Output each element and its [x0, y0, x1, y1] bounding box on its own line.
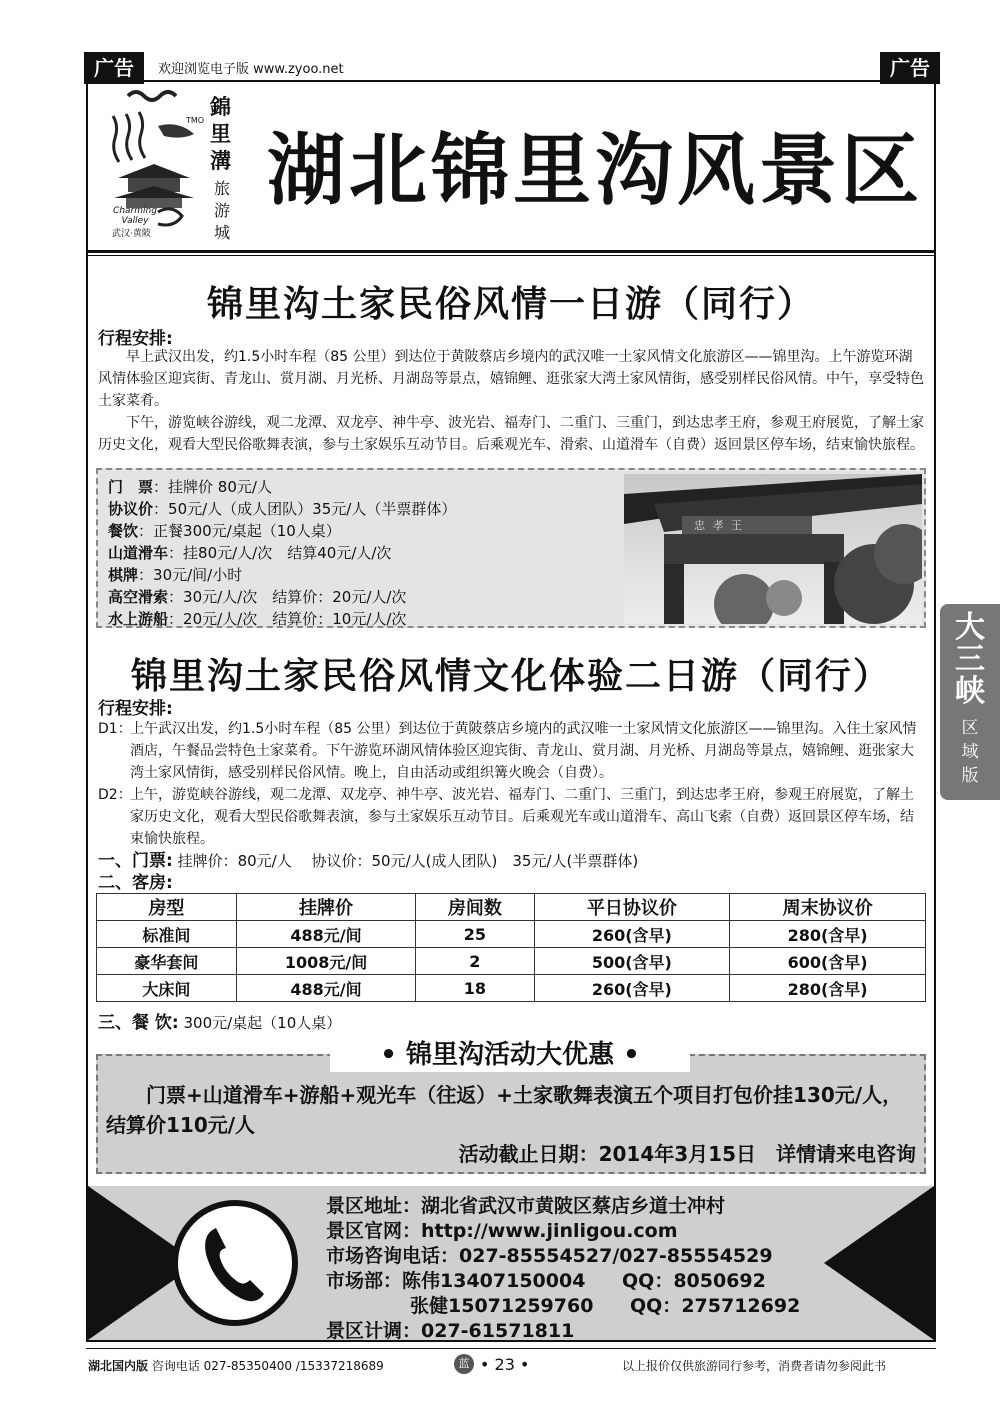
- table-cell: 豪华套间: [97, 948, 237, 975]
- contact-block: [88, 1186, 934, 1340]
- side-small-3: 版: [961, 766, 979, 786]
- price-label: 棋牌: [108, 566, 139, 584]
- contact-dispatch: [326, 1319, 800, 1344]
- logo-en-line1: Charming: [113, 206, 157, 216]
- site-value[interactable]: http://www.jinligou.com: [421, 1220, 678, 1242]
- table-cell: 280(含早): [730, 921, 926, 948]
- side-small-2: 域: [961, 742, 979, 762]
- price-value: 正餐300元/桌起（10人桌）: [153, 522, 341, 540]
- hotline-value: 027-85554527/027-85554529: [459, 1245, 773, 1267]
- footer-note: 以上报价仅供旅游同行参考，消费者请勿参阅此书: [622, 1359, 887, 1373]
- price-list: [108, 476, 608, 630]
- site-label: 景区官网：: [326, 1220, 422, 1242]
- price-label: 餐饮: [108, 522, 139, 540]
- section1-para2: 下午，游览峡谷游线，观二龙潭、双龙亭、神牛亭、波光岩、福寿门、二重门、三重门，到达忠孝王府，参观王府展览，了解土家历史文化，观看大型民俗歌舞表演，参与土家娱乐互动节目。后乘观光车、滑索、山道滑车（自费）返回景区停车场，结束愉快旅程。: [98, 415, 924, 453]
- price-box: [96, 468, 926, 628]
- side-big-3: 峡: [955, 674, 985, 709]
- price-label: 协议价: [108, 500, 154, 518]
- logo-location: 武汉·黄陂: [112, 229, 151, 239]
- rooms-label: 二、客房:: [98, 873, 173, 893]
- side-small-1: 区: [961, 718, 979, 738]
- section1-itinerary-label: 行程安排:: [98, 329, 173, 349]
- footer-consult: 咨询电话 027-85350400 /15337218689: [151, 1359, 384, 1373]
- meal-text: 300元/桌起（10人桌）: [183, 1014, 342, 1032]
- table-cell: 18: [416, 975, 534, 1002]
- contact-address: [326, 1194, 800, 1219]
- phone-circle: [172, 1200, 298, 1326]
- person1: 陈伟13407150004: [402, 1270, 586, 1292]
- qq1-label: QQ：: [622, 1270, 674, 1292]
- table-cell: 500(含早): [534, 948, 730, 975]
- meal-line: [98, 1008, 341, 1033]
- price-value: 30元/间/小时: [153, 566, 243, 584]
- qq2-value: 275712692: [681, 1295, 801, 1317]
- side-tab-small: [950, 716, 990, 788]
- pavilion-image: [624, 474, 922, 624]
- promo-title: 锦里沟活动大优惠: [405, 1040, 614, 1070]
- price-agreement: 协议价：50元/人（成人团队）35元/人（半票群体）: [108, 500, 457, 518]
- price-zipline: 高空滑索：30元/人/次 结算价：20元/人/次: [108, 588, 407, 606]
- meal-label: 三、餐 饮:: [98, 1013, 179, 1033]
- dept-label: 市场部：: [326, 1270, 403, 1292]
- price-chess: 棋牌：30元/间/小时: [108, 566, 243, 584]
- welcome-text: 欢迎浏览电子版 www.zyoo.net: [158, 62, 344, 77]
- table-cell: 488元/间: [236, 921, 415, 948]
- dispatch-value: 027-61571811: [421, 1320, 575, 1342]
- logo: [98, 86, 248, 246]
- section2-itinerary-label: 行程安排:: [98, 699, 173, 719]
- table-cell: 260(含早): [534, 975, 730, 1002]
- promo-line2: 130元/人，结算价110元/人: [106, 1083, 903, 1137]
- logo-english: [100, 206, 170, 226]
- price-value: 30元/人/次 结算价：20元/人/次: [183, 588, 407, 606]
- address-value: 湖北省武汉市黄陂区蔡店乡道士冲村: [421, 1195, 726, 1217]
- price-value: 挂80元/人/次 结算40元/人/次: [183, 544, 392, 562]
- d1-text: 上午武汉出发，约1.5小时车程（85 公里）到达位于黄陂蔡店乡境内的武汉唯一土家风情文化旅游区——锦里沟。入住土家风情酒店，午餐品尝特色土家菜肴。下午游览环湖风情体验区迎宾街、青龙山、赏月湖、月光桥、月湖岛等景点，嬉锦鲤、逛张家大湾土家风情街，感受别样民俗风情。晚上，自由活动或组织篝火晚会（自费）。: [130, 721, 917, 781]
- logo-en-line2: Valley: [121, 216, 149, 226]
- rooms-header-row: [97, 894, 926, 921]
- table-cell: 2: [416, 948, 534, 975]
- qq1-value: 8050692: [673, 1270, 766, 1292]
- col-header: 周末协议价: [730, 894, 926, 921]
- side-tab-big: [950, 612, 990, 708]
- rooms-table: [96, 893, 926, 1002]
- price-label: 高空滑索: [108, 588, 169, 606]
- side-big-1: 大: [955, 610, 985, 645]
- table-cell: 1008元/间: [236, 948, 415, 975]
- d2-text: 上午，游览峡谷游线，观二龙潭、双龙亭、神牛亭、波光岩、福寿门、二重门、三重门，到达忠孝王府，参观王府展览，了解土家历史文化，观看大型民俗歌舞表演，参与土家娱乐互动节目。后乘观光车或山道滑车、高山飞索（自费）返回景区停车场，结束愉快旅程。: [130, 787, 914, 847]
- ad-tag-left: 广告: [84, 52, 144, 84]
- table-cell: 25: [416, 921, 534, 948]
- table-cell: 大床间: [97, 975, 237, 1002]
- section1-title: 锦里沟土家民俗风情一日游（同行）: [206, 284, 815, 325]
- price-meal: 餐饮：正餐300元/桌起（10人桌）: [108, 522, 341, 540]
- contact-lines: [326, 1194, 800, 1344]
- pavilion-plaque: 忠 孝 王: [694, 519, 744, 532]
- price-mountain-slide: 山道滑车：挂80元/人/次 结算40元/人/次: [108, 544, 392, 562]
- contact-person2: [326, 1294, 800, 1319]
- col-header: 平日协议价: [534, 894, 730, 921]
- bullet-icon: •: [380, 1040, 397, 1070]
- pavilion-photo: [624, 474, 922, 624]
- region-side-tab: [940, 604, 1000, 800]
- ad-tag-right: 广告: [880, 52, 940, 84]
- table-row: [97, 948, 926, 975]
- header-rule-thin: [88, 255, 934, 256]
- footer-badge: 蓝: [454, 1354, 474, 1374]
- bullet-icon: •: [623, 1040, 640, 1070]
- col-header: 房间数: [416, 894, 534, 921]
- promo-line1: 门票+山道滑车+游船+观光车（往返）+土家歌舞表演五个项目打包价挂: [146, 1083, 794, 1107]
- price-label: 山道滑车: [108, 544, 169, 562]
- ticket-line: [98, 846, 638, 871]
- contact-hotline: [326, 1244, 800, 1269]
- table-cell: 280(含早): [730, 975, 926, 1002]
- page-title: 湖北锦里沟风景区: [266, 125, 923, 216]
- side-big-2: 三: [955, 642, 985, 677]
- ticket-label: 一、门票:: [98, 851, 173, 871]
- table-cell: 488元/间: [236, 975, 415, 1002]
- table-row: [97, 921, 926, 948]
- col-header: 挂牌价: [236, 894, 415, 921]
- footer-rule: [86, 1348, 936, 1349]
- price-label: 水上游船: [108, 610, 169, 628]
- logo-sub: 旅游城: [214, 179, 231, 242]
- promo-deadline: 活动截止日期：2014年3月15日 详情请来电咨询: [458, 1142, 916, 1166]
- col-header: 房型: [97, 894, 237, 921]
- table-row: [97, 975, 926, 1002]
- footer-left: [88, 1357, 384, 1374]
- price-label: 门 票: [108, 478, 154, 496]
- qq2-label: QQ：: [630, 1295, 682, 1317]
- logo-name: 錦里溝: [210, 95, 231, 173]
- contact-person1: [326, 1269, 800, 1294]
- footer-edition: 湖北国内版: [88, 1359, 149, 1373]
- header-rule: [88, 250, 934, 253]
- dispatch-label: 景区计调：: [326, 1320, 422, 1342]
- table-cell: 600(含早): [730, 948, 926, 975]
- hotline-label: 市场咨询电话：: [326, 1245, 460, 1267]
- section1-para1: 早上武汉出发，约1.5小时车程（85 公里）到达位于黄陂蔡店乡境内的武汉唯一土家风情文化旅游区——锦里沟。上午游览环湖风情体验区迎宾街、青龙山、赏月湖、月光桥、月湖岛等景点，嬉锦鲤、逛张家大湾土家风情街，感受别样民俗风情。中午，享受特色土家菜肴。: [98, 349, 924, 409]
- table-cell: 标准间: [97, 921, 237, 948]
- promo-title-wrap: [330, 1038, 690, 1072]
- logo-tmo: TMO: [186, 116, 205, 125]
- price-ticket: 门 票：挂牌价 80元/人: [108, 478, 272, 496]
- person2: 张健15071259760: [410, 1295, 594, 1317]
- contact-site: [326, 1219, 800, 1244]
- table-cell: 260(含早): [534, 921, 730, 948]
- promo-body: [106, 1080, 918, 1140]
- section2-title: 锦里沟土家民俗风情文化体验二日游（同行）: [130, 656, 891, 697]
- page-number: • 23 •: [480, 1355, 530, 1374]
- phone-icon: [178, 1206, 292, 1320]
- price-value: 50元/人（成人团队）35元/人（半票群体）: [168, 500, 457, 518]
- price-value: 20元/人/次 结算价：10元/人/次: [183, 610, 407, 628]
- address-label: 景区地址：: [326, 1195, 422, 1217]
- price-boat: 水上游船：20元/人/次 结算价：10元/人/次: [108, 610, 407, 628]
- d2-label: D2：: [98, 787, 132, 803]
- price-value: 挂牌价 80元/人: [168, 478, 272, 496]
- ticket-text: 挂牌价：80元/人 协议价：50元/人(成人团队) 35元/人(半票群体): [177, 852, 639, 870]
- d1-label: D1：: [98, 721, 132, 737]
